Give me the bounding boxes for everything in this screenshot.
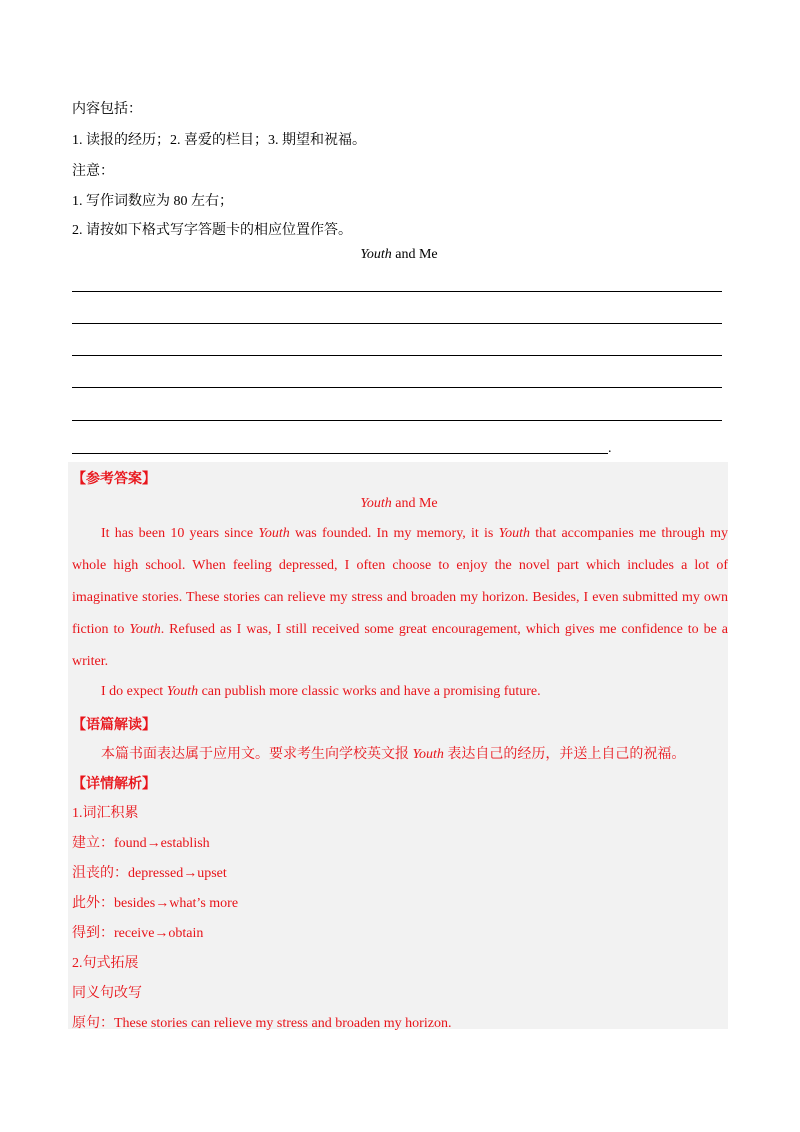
content-items: 1. 读报的经历；2. 喜爱的栏目；3. 期望和祝福。 — [72, 133, 366, 148]
content-heading: 内容包括： — [72, 102, 142, 117]
end-period: . — [608, 441, 612, 456]
answer-line — [72, 453, 608, 454]
youth-italic: Youth — [166, 684, 199, 699]
answer-title — [72, 496, 726, 512]
answer-text: can publish more classic works and have a promising future. — [198, 684, 541, 699]
answer-title-rest: and Me — [391, 496, 438, 511]
answer-line — [72, 355, 722, 356]
notice-heading: 注意： — [72, 164, 114, 179]
analysis-heading: 【语篇解读】 — [72, 718, 156, 733]
analysis-text — [101, 743, 685, 763]
sentence-heading: 2.句式拓展 — [72, 956, 139, 971]
youth-italic: Youth — [412, 747, 444, 762]
answer-text: It has been 10 years since — [101, 526, 259, 541]
vocab-item: 此外：besides→what’s more — [72, 896, 239, 911]
answer-text: that accompanies me through my whole high school. When feeling depressed, I often choose to enjoy the novel part which includes a lot of imaginative stories. These stories can relieve my stress and broaden my horizon. Besides, I even submitted my own fiction to — [72, 526, 728, 637]
answer-title-italic: Youth — [360, 496, 392, 511]
youth-italic: Youth — [258, 526, 290, 541]
youth-italic: Youth — [498, 526, 531, 541]
answer-paragraph-1 — [72, 518, 728, 678]
notice-item-2: 2. 请按如下格式写字答题卡的相应位置作答。 — [72, 223, 352, 238]
answer-text: was founded. In my memory, it is — [289, 526, 499, 541]
vocab-item: 建立：found→establish — [72, 836, 210, 851]
youth-italic: Youth — [129, 622, 161, 637]
vocab-item: 得到：receive→obtain — [72, 926, 204, 941]
analysis-text-part: 表达自己的经历，并送上自己的祝福。 — [443, 747, 686, 762]
essay-title-italic: Youth — [360, 247, 392, 262]
vocab-heading: 1.词汇积累 — [72, 806, 139, 821]
answer-paragraph-2 — [72, 676, 728, 708]
analysis-text-part: 本篇书面表达属于应用文。要求考生向学校英文报 — [101, 747, 413, 762]
original-sentence: 原句：These stories can relieve my stress and broaden my horizon. — [72, 1016, 452, 1031]
answer-text: . Refused as I was, I still received some great encouragement, which gives me confidence to be a writer. — [72, 622, 728, 669]
answer-text: I do expect — [101, 684, 167, 699]
answer-line — [72, 387, 722, 388]
notice-item-1: 1. 写作词数应为 80 左右； — [72, 194, 233, 209]
detail-heading: 【详情解析】 — [72, 777, 156, 792]
answer-line — [72, 420, 722, 421]
essay-title-rest: and Me — [391, 247, 438, 262]
synonym-heading: 同义句改写 — [72, 986, 142, 1001]
answer-heading: 【参考答案】 — [72, 472, 156, 487]
essay-title — [72, 247, 726, 263]
answer-line — [72, 291, 722, 292]
answer-line — [72, 323, 722, 324]
vocab-item: 沮丧的：depressed→upset — [72, 866, 227, 881]
